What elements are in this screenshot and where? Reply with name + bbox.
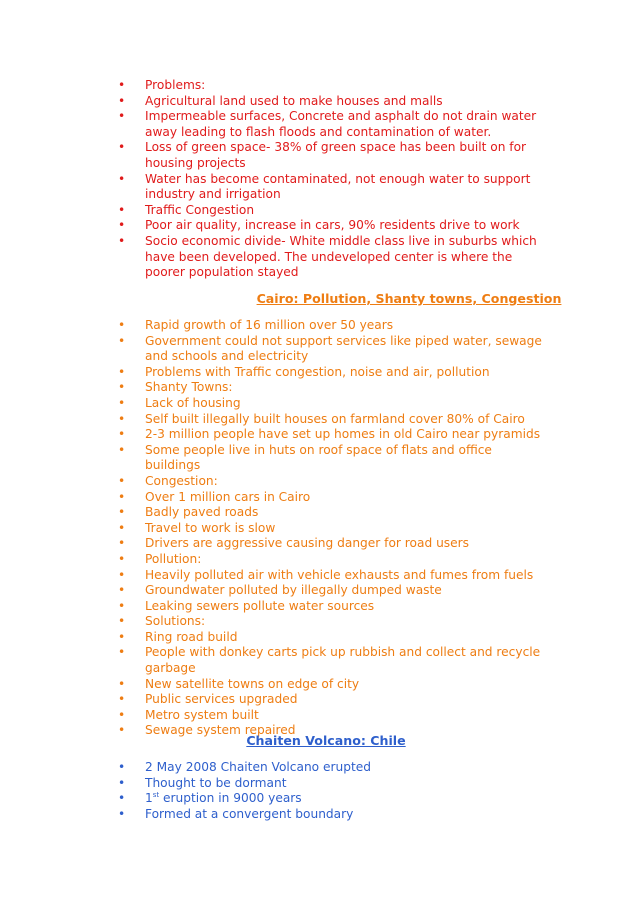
list-item: • New satellite towns on edge of city [118,676,360,691]
list-item: • Metro system built [118,707,259,722]
bullet-icon: • [118,614,126,629]
bullet-icon: • [118,411,126,426]
bullet-icon: • [118,598,126,613]
list-item: • Heavily polluted air with vehicle exhausts and fumes from fuels [118,567,534,582]
list-item: • Some people live in huts on roof space of flats and office buildings [118,442,492,473]
list-item: • 2 May 2008 Chaiten Volcano erupted [118,760,371,774]
bullet-icon: • [118,567,126,582]
bullet-icon: • [118,233,126,248]
list-item: • Self built illegally built houses on farmland cover 80% of Cairo [118,411,525,426]
list-item: • Over 1 million cars in Cairo [118,489,311,504]
list-item: • Leaking sewers pollute water sources [118,598,375,613]
bullet-icon: • [118,171,126,186]
problems-section [0,78,638,281]
bullet-icon: • [118,109,126,124]
list-item: • Public services upgraded [118,692,298,707]
bullet-icon: • [118,692,126,707]
list-item: • Traffic Congestion [118,202,255,217]
bullet-icon: • [118,93,126,108]
bullet-icon: • [118,140,126,155]
list-item: • Lack of housing [118,395,241,410]
list-item: • Groundwater polluted by illegally dumped waste [118,583,442,598]
bullet-icon: • [118,676,126,691]
bullet-icon: • [118,489,126,504]
bullet-icon: • [118,395,126,410]
bullet-icon: • [118,202,126,217]
list-item: • Socio economic divide- White middle class live in suburbs which have been developed. The undeveloped center is where the poorer population stayed [118,233,537,280]
bullet-icon: • [118,583,126,598]
cairo-section [0,318,638,739]
bullet-icon: • [118,473,126,488]
list-item: • Solutions: [118,614,206,629]
list-item: • Agricultural land used to make houses and malls [118,93,443,108]
list-item: • Badly paved roads [118,505,259,520]
list-item: • Ring road build [118,629,238,644]
cairo-heading: Cairo: Pollution, Shanty towns, Congestion [256,291,562,306]
list-item: • 1st eruption in 9000 years [118,791,302,806]
list-item: • Congestion: [118,473,218,488]
chaiten-heading: Chaiten Volcano: Chile [246,733,406,748]
list-item: • People with donkey carts pick up rubbish and collect and recycle garbage [118,645,541,676]
bullet-icon: • [118,505,126,520]
bullet-icon: • [118,520,126,535]
bullet-icon: • [118,427,126,442]
list-item: • Problems with Traffic congestion, noise and air, pollution [118,364,490,379]
bullet-icon: • [118,707,126,722]
bullet-icon: • [118,536,126,551]
bullet-icon: • [118,629,126,644]
list-item: • Thought to be dormant [118,775,287,790]
bullet-icon: • [118,380,126,395]
list-item: • Sewage system repaired [118,723,296,738]
list-item: • Formed at a convergent boundary [118,806,354,821]
list-item: • Loss of green space- 38% of green space has been built on for housing projects [118,140,527,170]
list-item: • Drivers are aggressive causing danger for road users [118,536,470,551]
bullet-icon: • [118,760,126,774]
list-item: • Government could not support services like piped water, sewage and schools and electricity [118,333,542,364]
bullet-icon: • [118,551,126,566]
list-item: • Pollution: [118,551,202,566]
list-item: • Problems: [118,78,206,92]
bullet-icon: • [118,333,126,348]
bullet-icon: • [118,791,126,806]
chaiten-section [0,760,638,822]
bullet-icon: • [118,218,126,233]
list-item: • Shanty Towns: [118,380,233,395]
bullet-icon: • [118,318,126,332]
bullet-icon: • [118,645,126,660]
list-item: • Poor air quality, increase in cars, 90% residents drive to work [118,218,520,233]
bullet-icon: • [118,723,126,738]
list-item: • Travel to work is slow [118,520,276,535]
list-item: • Rapid growth of 16 million over 50 years [118,318,394,332]
list-item: • 2-3 million people have set up homes in old Cairo near pyramids [118,427,541,442]
bullet-icon: • [118,442,126,457]
bullet-icon: • [118,364,126,379]
bullet-icon: • [118,78,126,92]
list-item: • Water has become contaminated, not enough water to support industry and irrigation [118,171,531,202]
list-item: • Impermeable surfaces, Concrete and asphalt do not drain water away leading to flash floods and contamination of water. [118,109,537,139]
bullet-icon: • [118,775,126,790]
bullet-icon: • [118,806,126,821]
